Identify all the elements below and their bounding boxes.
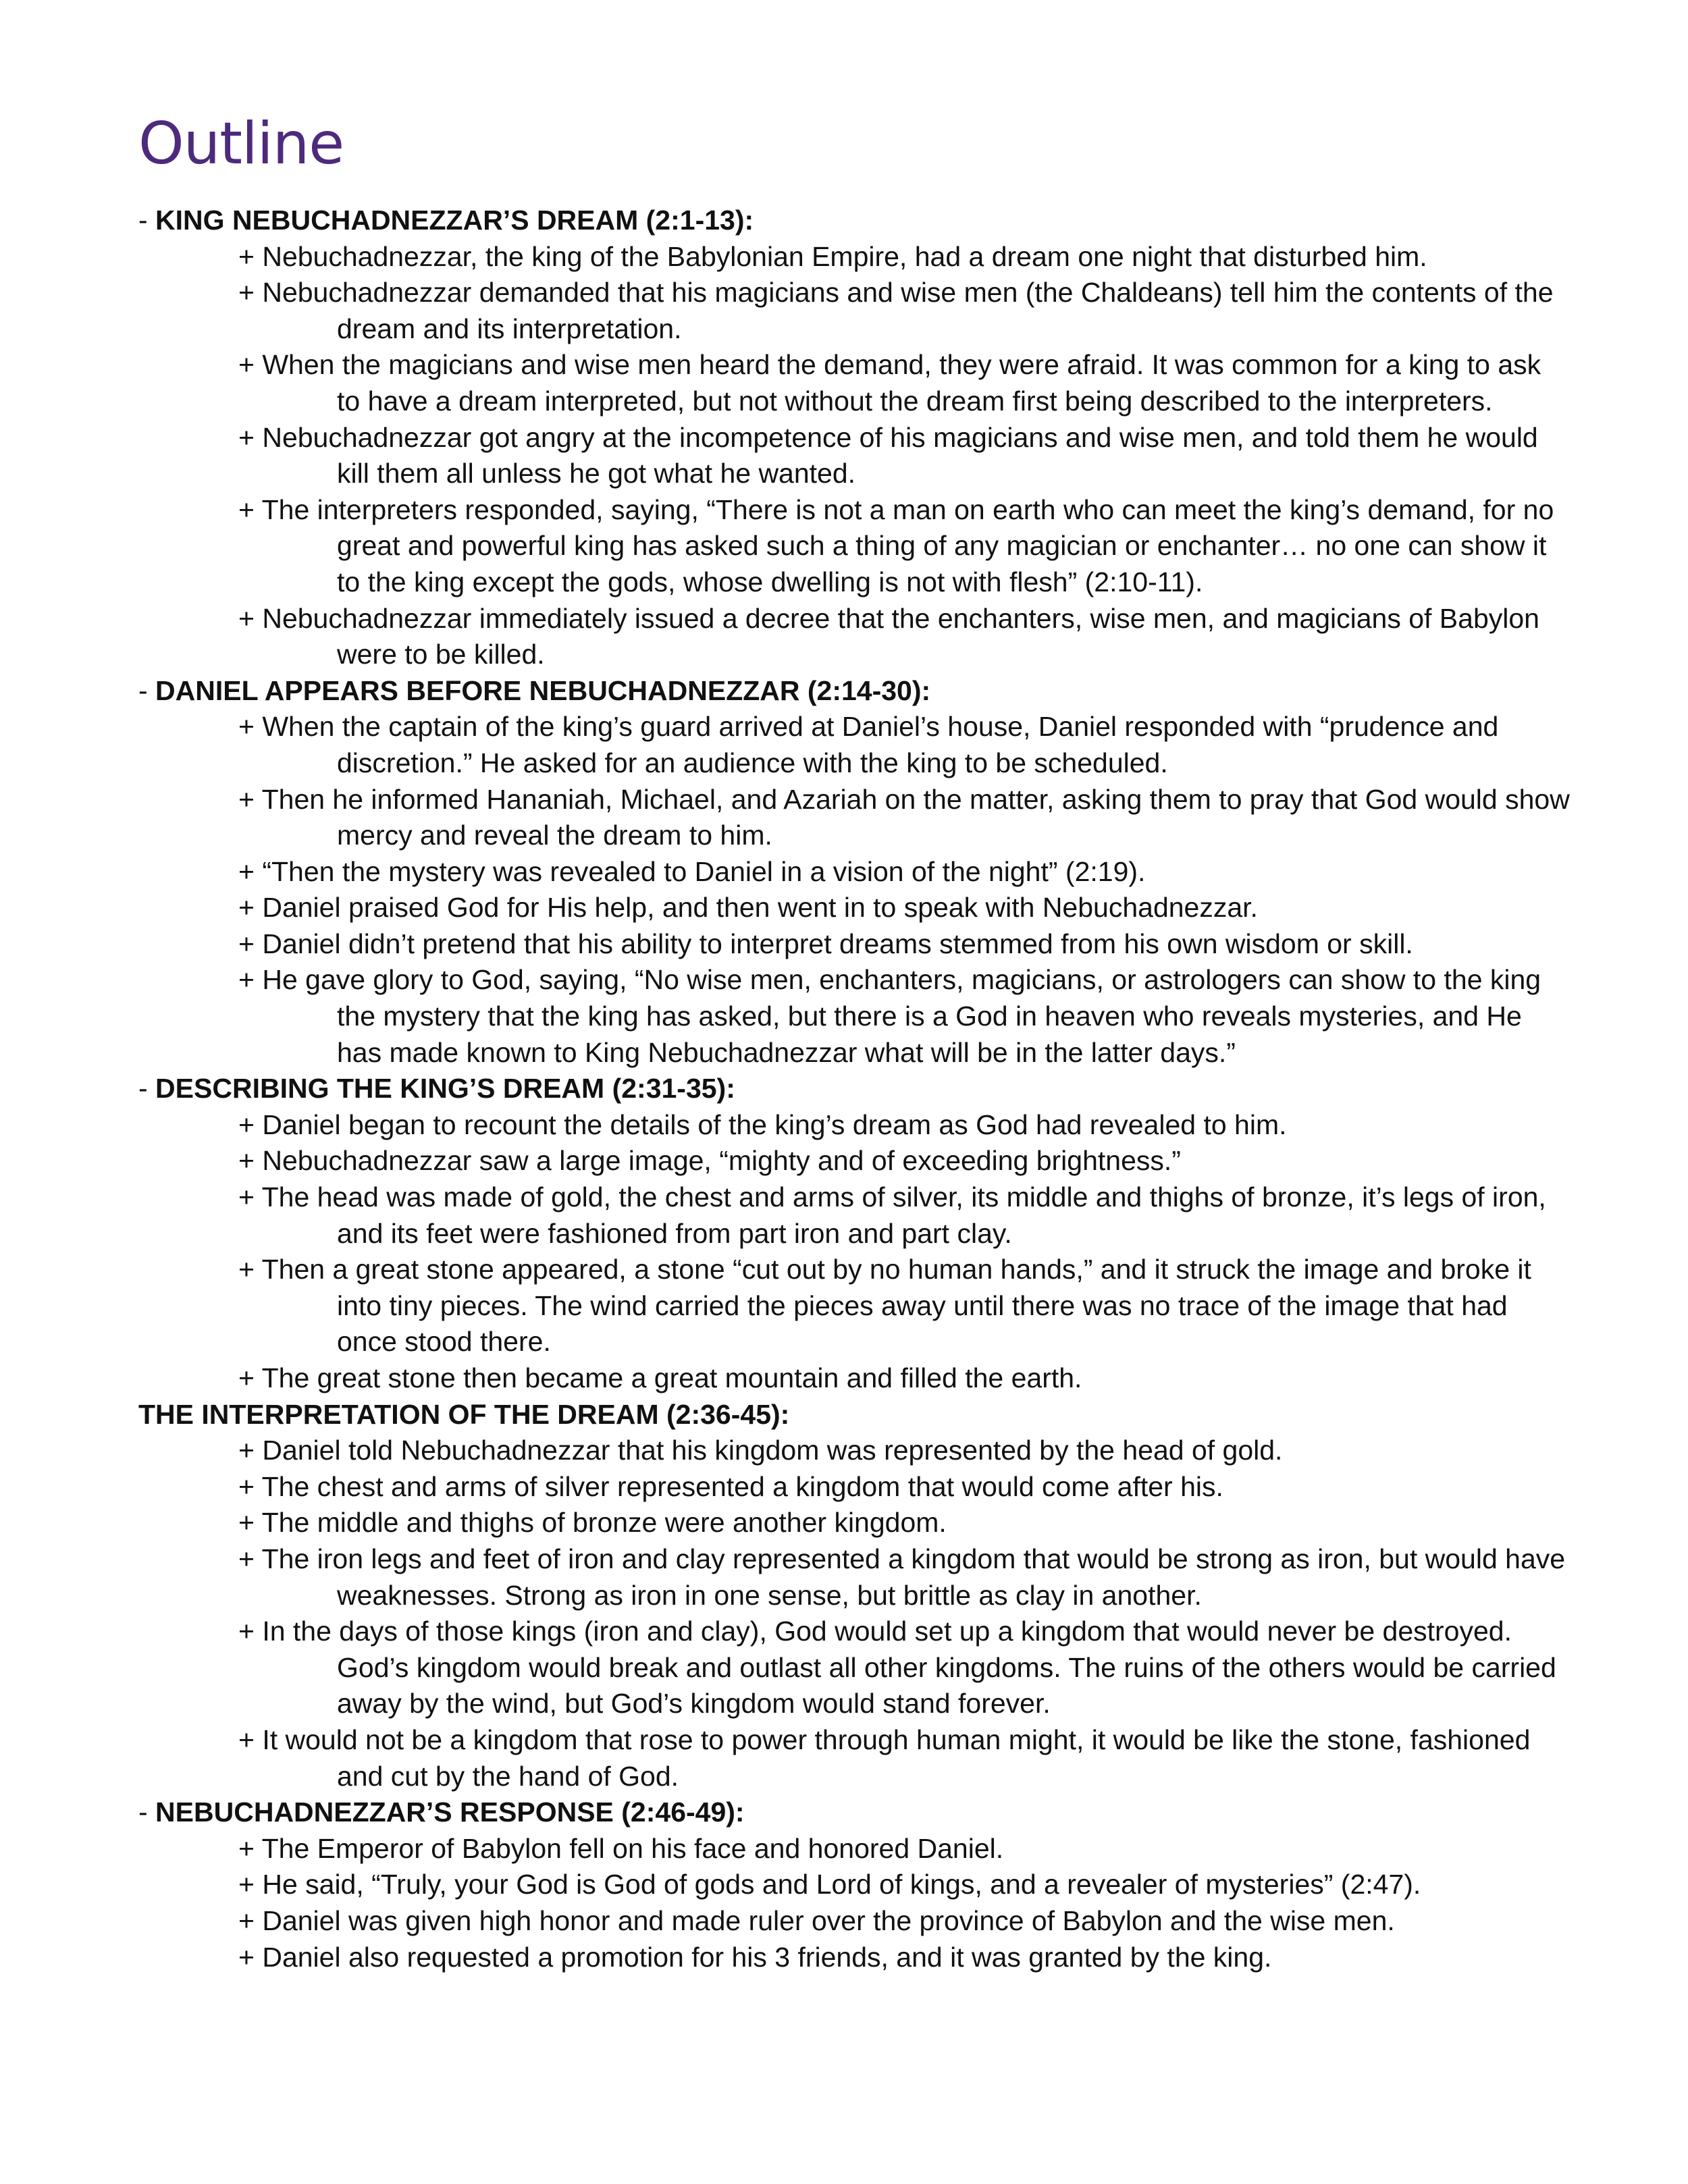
section-heading-text: KING NEBUCHADNEZZAR’S DREAM (2:1-13): bbox=[155, 205, 754, 236]
bullet-item: + The iron legs and feet of iron and clay represented a kingdom that would be strong as iron, but would have weaknesses. Strong as iron in one sense, but brittle as clay in another. bbox=[238, 1543, 1566, 1611]
section-heading bbox=[138, 203, 1570, 239]
section-heading bbox=[138, 1794, 1570, 1831]
bullet-item: + The head was made of gold, the chest and arms of silver, its middle and thighs of bronze, it’s legs of iron, and its feet were fashioned from part iron and part clay. bbox=[238, 1181, 1546, 1249]
bullet-item: + Then a great stone appeared, a stone “cut out by no human hands,” and it struck the image and broke it into tiny pieces. The wind carried the pieces away until there was no trace of the image that had once stood there. bbox=[238, 1254, 1531, 1358]
bullet-item: + Nebuchadnezzar immediately issued a decree that the enchanters, wise men, and magicians of Babylon were to be killed. bbox=[238, 602, 1539, 670]
bullet-item: + The interpreters responded, saying, “There is not a man on earth who can meet the king’s demand, for no great and powerful king has asked such a thing of any magician or enchanter… no one can show it to the king except the gods, whose dwelling is not with flesh” (2:10-11). bbox=[238, 494, 1554, 597]
section-heading bbox=[138, 1397, 1570, 1433]
bullet-item: + When the captain of the king’s guard arrived at Daniel’s house, Daniel responded with “prudence and discretion.” He asked for an audience with the king to be scheduled. bbox=[238, 711, 1499, 778]
bullet-item: + He gave glory to God, saying, “No wise men, enchanters, magicians, or astrologers can show to the king the mystery that the king has asked, but there is a God in heaven who reveals mysteries, and He has made known to King Nebuchadnezzar what will be in the latter days.” bbox=[238, 964, 1541, 1068]
section-heading-dash: - bbox=[138, 674, 156, 706]
bullet-item: + Nebuchadnezzar got angry at the incompetence of his magicians and wise men, and told them he would kill them all unless he got what he wanted. bbox=[238, 421, 1538, 489]
bullet-list bbox=[138, 1831, 1570, 1975]
bullet-list bbox=[138, 709, 1570, 1071]
bullet-item: + In the days of those kings (iron and clay), God would set up a kingdom that would never be destroyed. God’s kingdom would break and outlast all other kingdoms. The ruins of the others would be carried away by the wind, but God’s kingdom would stand forever. bbox=[238, 1616, 1556, 1720]
bullet-item: + Then he informed Hananiah, Michael, and Azariah on the matter, asking them to pray that God would show mercy and reveal the dream to him. bbox=[238, 783, 1570, 851]
bullet-item: + The chest and arms of silver represented a kingdom that would come after his. bbox=[238, 1470, 1223, 1502]
page-title: Outline bbox=[138, 110, 344, 178]
section-heading-dash: - bbox=[138, 1796, 156, 1828]
section-heading-dash: - bbox=[138, 205, 156, 236]
section-heading-text: DANIEL APPEARS BEFORE NEBUCHADNEZZAR (2:14-30): bbox=[155, 674, 931, 706]
section-heading-dash: - bbox=[138, 1073, 156, 1104]
bullet-item: + “Then the mystery was revealed to Daniel in a vision of the night” (2:19). bbox=[238, 855, 1146, 887]
section-heading-text: DESCRIBING THE KING’S DREAM (2:31-35): bbox=[155, 1073, 735, 1104]
bullet-item: + Daniel praised God for His help, and then went in to speak with Nebuchadnezzar. bbox=[238, 892, 1258, 924]
bullet-item: + Daniel also requested a promotion for his 3 friends, and it was granted by the king. bbox=[238, 1941, 1272, 1973]
bullet-list bbox=[138, 1433, 1570, 1794]
bullet-item: + Daniel told Nebuchadnezzar that his kingdom was represented by the head of gold. bbox=[238, 1435, 1283, 1466]
bullet-item: + He said, “Truly, your God is God of gods and Lord of kings, and a revealer of mysteries” (2:47). bbox=[238, 1869, 1421, 1900]
bullet-item: + The Emperor of Babylon fell on his face and honored Daniel. bbox=[238, 1832, 1004, 1864]
section-heading-text: NEBUCHADNEZZAR’S RESPONSE (2:46-49): bbox=[155, 1796, 745, 1828]
bullet-item: + Nebuchadnezzar saw a large image, “mighty and of exceeding brightness.” bbox=[238, 1145, 1181, 1177]
bullet-item: + It would not be a kingdom that rose to power through human might, it would be like the stone, fashioned and cut by the hand of God. bbox=[238, 1724, 1531, 1792]
bullet-item: + Nebuchadnezzar demanded that his magicians and wise men (the Chaldeans) tell him the contents of the dream and its interpretation. bbox=[238, 277, 1554, 344]
section-heading-text: THE INTERPRETATION OF THE DREAM (2:36-45): bbox=[138, 1398, 790, 1430]
bullet-item: + When the magicians and wise men heard the demand, they were afraid. It was common for a king to ask to have a dream interpreted, but not without the dream first being described to the interpreters. bbox=[238, 349, 1541, 417]
bullet-item: + Nebuchadnezzar, the king of the Babylonian Empire, had a dream one night that disturbed him. bbox=[238, 240, 1427, 272]
bullet-item: + The middle and thighs of bronze were another kingdom. bbox=[238, 1507, 947, 1539]
outline-section bbox=[138, 203, 1570, 673]
outline-section bbox=[138, 1397, 1570, 1795]
bullet-item: + Daniel began to recount the details of the king’s dream as God had revealed to him. bbox=[238, 1109, 1287, 1140]
section-heading bbox=[138, 1071, 1570, 1107]
bullet-item: + Daniel was given high honor and made ruler over the province of Babylon and the wise men. bbox=[238, 1905, 1395, 1936]
bullet-item: + Daniel didn’t pretend that his ability to interpret dreams stemmed from his own wisdom or skill. bbox=[238, 928, 1413, 959]
outline-section bbox=[138, 673, 1570, 1071]
bullet-list bbox=[138, 1107, 1570, 1397]
outline bbox=[138, 203, 1570, 1975]
bullet-item: + The great stone then became a great mountain and filled the earth. bbox=[238, 1362, 1082, 1393]
outline-section bbox=[138, 1794, 1570, 1975]
bullet-list bbox=[138, 239, 1570, 673]
outline-section bbox=[138, 1071, 1570, 1396]
section-heading bbox=[138, 673, 1570, 710]
